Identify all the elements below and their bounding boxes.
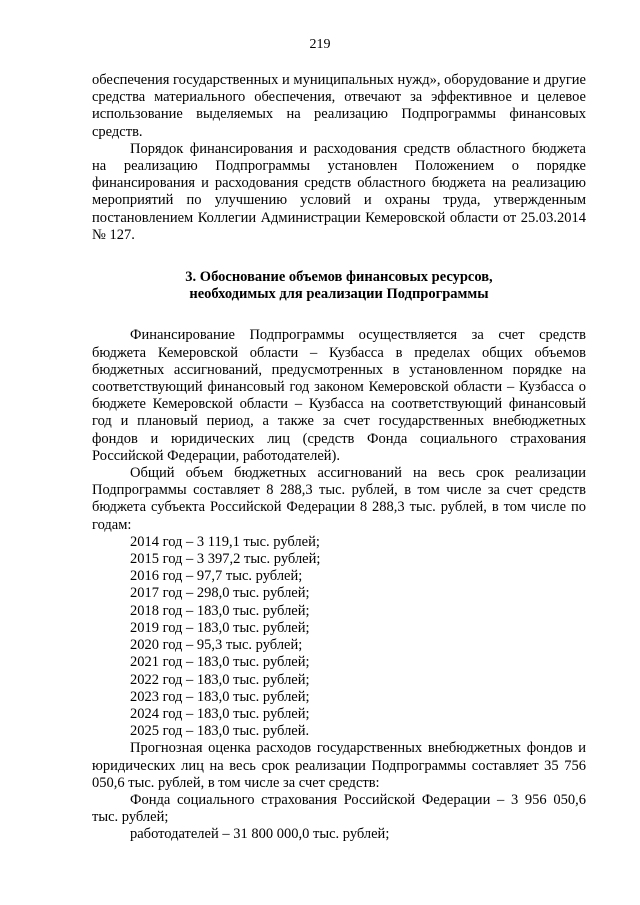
year-item: 2016 год – 97,7 тыс. рублей; (130, 568, 303, 585)
year-item: 2020 год – 95,3 тыс. рублей; (130, 637, 303, 654)
year-item: 2021 год – 183,0 тыс. рублей; (130, 654, 310, 671)
year-item: 2019 год – 183,0 тыс. рублей; (130, 619, 310, 636)
section-heading-line-2: необходимых для реализации Подпрограммы (189, 286, 489, 303)
page-number: 219 (309, 37, 331, 52)
paragraph-total-allocation: Общий объем бюджетных ассигнований на весь срок реализации Подпрограммы составляет 8 288,3 тыс. рублей, в том числе за счет средств бюджета субъекта Российской Федерации 8 288,3 тыс. рублей, в том числе по годам: (92, 465, 586, 533)
yearly-allocations-list (92, 534, 586, 740)
paragraph-financing-procedure: Порядок финансирования и расходования средств областного бюджета на реализацию Подпрограммы установлен Положением о порядке финансирования и расходования средств областного бюджета на реализацию мероприятий по улучшению условий и охраны труда, утвержденным постановлением Коллегии Администрации Кемеровской области от 25.03.2014 № 127. (92, 140, 586, 243)
paragraph-social-fund: Фонда социального страхования Российской Федерации – 3 956 050,6 тыс. рублей; (92, 791, 586, 826)
year-item: 2023 год – 183,0 тыс. рублей; (130, 688, 310, 705)
paragraph-employers: работодателей – 31 800 000,0 тыс. рублей; (130, 826, 390, 843)
year-item: 2017 год – 298,0 тыс. рублей; (130, 585, 310, 602)
year-item: 2014 год – 3 119,1 тыс. рублей; (130, 533, 320, 550)
paragraph-forecast: Прогнозная оценка расходов государственных внебюджетных фондов и юридических лиц на весь срок реализации Подпрограммы составляет 35 756 050,6 тыс. рублей, в том числе за счет средств: (92, 740, 586, 791)
year-item: 2025 год – 183,0 тыс. рублей. (130, 723, 310, 740)
year-item: 2015 год – 3 397,2 тыс. рублей; (130, 551, 321, 568)
year-item: 2022 год – 183,0 тыс. рублей; (130, 671, 310, 688)
paragraph-financing-sources: Финансирование Подпрограммы осуществляется за счет средств бюджета Кемеровской области – Кузбасса в пределах общих объемов бюджетных ассигнований, предусмотренных в установленном порядке на соответствующий финансовый год законом Кемеровской области – Кузбасса о бюджете Кемеровской области – Кузбасса на соответствующий финансовый год и плановый период, а также за счет государственных внебюджетных фондов и юридических лиц (средств Фонда социального страхования Российской Федерации, работодателей). (92, 327, 586, 464)
section-heading-line-1: 3. Обоснование объемов финансовых ресурсов, (185, 269, 493, 286)
section-heading (92, 269, 586, 303)
page-content (92, 72, 586, 844)
year-item: 2024 год – 183,0 тыс. рублей; (130, 705, 310, 722)
year-item: 2018 год – 183,0 тыс. рублей; (130, 602, 310, 619)
paragraph-continuation: обеспечения государственных и муниципальных нужд», оборудование и другие средства материального обеспечения, отвечают за эффективное и целевое использование выделяемых на реализацию Подпрограммы финансовых средств. (92, 72, 586, 140)
